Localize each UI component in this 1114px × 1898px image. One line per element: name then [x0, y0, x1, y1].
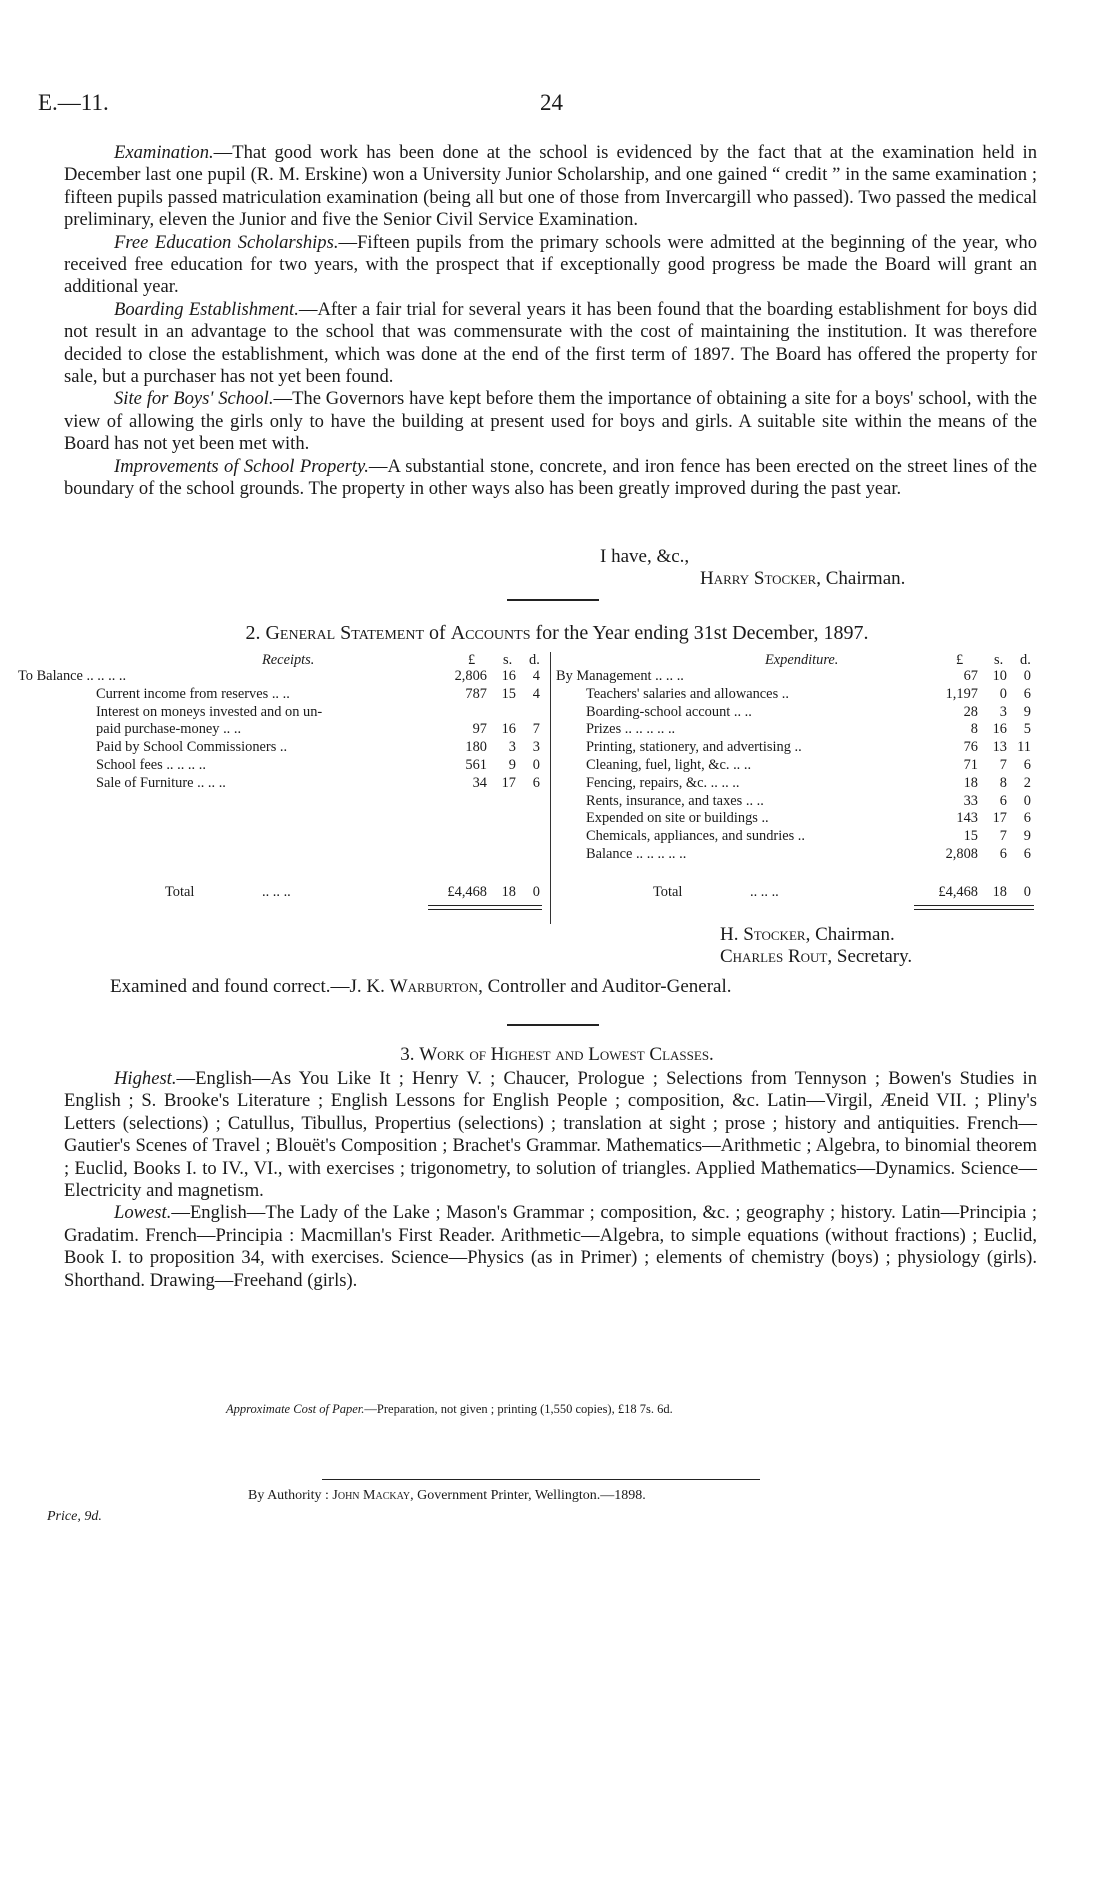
expenditure-total-pence: 0 — [1023, 884, 1031, 900]
receipts-row-shillings: 3 — [508, 739, 516, 756]
receipts-row-pounds: 180 — [465, 739, 487, 756]
receipts-row-shillings: 9 — [508, 757, 516, 773]
receipts-heading: Receipts. — [262, 652, 315, 668]
total-rule — [914, 905, 1034, 906]
expenditure-row-shillings: 0 — [999, 685, 1007, 702]
expenditure-row-pence: 5 — [1023, 721, 1031, 738]
expenditure-row-pounds: 67 — [963, 668, 978, 684]
authority-text: , Government Printer, Wellington.—1898. — [410, 1488, 646, 1503]
title-part: of — [424, 622, 451, 644]
receipts-row-label: To Balance .. .. .. .. — [18, 668, 127, 684]
receipts-row-pence: 3 — [532, 739, 540, 756]
expenditure-row-pence: 0 — [1023, 668, 1031, 684]
signer-role: , Chairman. — [805, 924, 895, 945]
work-body — [64, 1068, 1037, 1292]
receipts-row-shillings: 17 — [501, 774, 516, 791]
report-reference: E.—11. — [38, 90, 109, 115]
expenditure-row-pounds: 71 — [963, 757, 978, 773]
signature-role: , Chairman. — [816, 568, 906, 589]
receipts-row-shillings: 15 — [501, 685, 516, 702]
section-divider — [507, 1024, 599, 1026]
statement-signature-chairman — [720, 924, 895, 946]
receipts-row-label: Interest on moneys invested and on un- — [96, 703, 323, 720]
expenditure-row-label: Prizes .. .. .. .. .. — [586, 721, 676, 738]
receipts-row-pence: 4 — [532, 685, 540, 702]
expenditure-row-pence: 9 — [1023, 828, 1031, 845]
receipts-row-pounds: 34 — [472, 774, 487, 791]
receipts-total-shillings: 18 — [501, 884, 516, 900]
expenditure-total-dots: .. .. .. — [750, 884, 779, 900]
receipts-row-pence: 4 — [532, 668, 540, 684]
paragraph-label: Lowest. — [114, 1202, 172, 1224]
total-rule — [428, 909, 542, 910]
expenditure-row-shillings: 8 — [999, 774, 1007, 791]
expenditure-row-shillings: 16 — [992, 721, 1007, 738]
title-part: 2. — [245, 622, 266, 644]
paragraph-label: Highest. — [114, 1068, 177, 1089]
expenditure-row-pence: 6 — [1023, 846, 1031, 862]
expenditure-row-pence: 6 — [1023, 685, 1031, 702]
receipts-row-label: School fees .. .. .. .. — [96, 757, 206, 773]
authority-name: John Mackay — [332, 1488, 411, 1503]
receipts-col-shillings: s. — [503, 652, 513, 668]
paragraph-lowest — [64, 1202, 1037, 1292]
expenditure-row-shillings: 6 — [999, 846, 1007, 862]
receipts-col-pence: d. — [529, 652, 540, 668]
price-label: Price, 9d. — [47, 1509, 102, 1524]
auditor-text: Examined and found correct.—J. K. — [110, 976, 390, 997]
receipts-col-pounds: £ — [468, 652, 476, 668]
authority-line — [248, 1488, 646, 1504]
authority-text: By Authority : — [248, 1488, 333, 1503]
expenditure-row-label: By Management .. .. .. — [556, 668, 684, 684]
closing-line: I have, &c., — [600, 546, 690, 567]
expenditure-row-shillings: 6 — [999, 792, 1007, 809]
expenditure-row-label: Rents, insurance, and taxes .. .. — [586, 792, 764, 809]
receipts-row-pounds: 787 — [465, 685, 487, 702]
receipts-total-dots: .. .. .. — [262, 884, 291, 900]
expenditure-col-shillings: s. — [994, 652, 1004, 668]
title-part: Accounts — [450, 622, 531, 644]
auditor-line — [110, 976, 732, 998]
expenditure-col-pounds: £ — [956, 652, 964, 668]
paragraph-label: Improvements of School Property. — [114, 455, 369, 477]
expenditure-row-label: Boarding-school account .. .. — [586, 703, 752, 720]
receipts-row-label: Paid by School Commissioners .. — [96, 739, 288, 756]
receipts-total-pounds: £4,468 — [447, 884, 487, 900]
expenditure-total-shillings: 18 — [992, 884, 1007, 900]
title-part: Work of Highest and Lowest Classes. — [419, 1044, 714, 1065]
expenditure-row-label: Printing, stationery, and advertising .. — [586, 739, 802, 756]
expenditure-row-shillings: 7 — [999, 828, 1007, 845]
receipts-row-pence: 0 — [532, 757, 540, 773]
expenditure-total-label: Total — [653, 884, 683, 900]
cost-text: —Preparation, not given ; printing (1,550 copies), £18 7s. 6d. — [364, 1402, 673, 1416]
paragraph-text: —A substantial stone, concrete, and iron fence has been erected on the street lines of the boundary of the school grounds. The property in other ways also has been greatly improved during the past year. — [64, 455, 1038, 500]
paragraph-text: —English—As You Like It ; Henry V. ; Chaucer, Prologue ; Selections from Tennyson ; Bowen's Studies in English ; S. Brooke's Literature ; English Lessons for English People ; composition, &c. Latin—Virgil, Æneid VII. ; Pliny's Letters (selections) ; Catullus, Tibullus, Propertius (selections) ; translation at sight ; prose ; history and antiquities. French—Gautier's Scenes of Travel ; Blouët's Composition ; Brachet's Grammar. Mathematics—Arithmetic ; Algebra, to binomial theorem ; Euclid, Books I. to IV., VI., with exercises ; trigonometry, to solution of triangles. Applied Mathematics—Dynamics. Science—Electricity and magnetism. — [64, 1068, 1037, 1202]
expenditure-row-pounds: 33 — [963, 792, 978, 809]
expenditure-row-pence: 2 — [1023, 774, 1031, 791]
expenditure-row-pence: 0 — [1023, 792, 1031, 809]
expenditure-row-label: Balance .. .. .. .. .. — [586, 846, 687, 862]
paragraph-label: Free Education Scholarships. — [114, 231, 339, 253]
expenditure-row-pounds: 8 — [970, 721, 978, 738]
paragraph-label: Site for Boys' School. — [114, 388, 274, 410]
total-rule — [914, 909, 1034, 910]
receipts-row-pounds: 561 — [465, 757, 487, 773]
receipts-row-label: paid purchase-money .. .. — [96, 721, 242, 738]
expenditure-col-pence: d. — [1020, 652, 1031, 668]
expenditure-row-pence: 9 — [1023, 703, 1031, 720]
auditor-text: , Controller and Auditor-General. — [478, 976, 732, 997]
expenditure-row-pounds: 18 — [963, 774, 978, 791]
cost-note — [226, 1402, 673, 1417]
expenditure-row-label: Expended on site or buildings .. — [586, 810, 769, 827]
receipts-row-pence: 6 — [532, 774, 540, 791]
expenditure-row-shillings: 7 — [999, 757, 1007, 773]
paragraph-text: —The Governors have kept before them the importance of obtaining a site for a boys' school, with the view of allowing the girls only to have the building at present used for boys and girls. A suitable site within the means of the Board has not yet been met with. — [64, 388, 1037, 455]
paragraph-text: —After a fair trial for several years it has been found that the boarding establishment for boys did not result in an advantage to the school that was commensurate with the cost of maintaining the institution. It was therefore decided to close the establishment, which was done at the end of the first term of 1897. The Board has offered the property for sale, but a purchaser has not yet been found. — [64, 298, 1037, 388]
footer-rule — [322, 1479, 760, 1480]
expenditure-row-pence: 11 — [1017, 739, 1031, 756]
column-divider — [550, 652, 551, 924]
expenditure-row-pounds: 1,197 — [945, 685, 978, 702]
receipts-row-shillings: 16 — [501, 668, 516, 684]
signature-name: Harry Stocker — [700, 568, 817, 589]
title-part: 3. — [400, 1044, 420, 1065]
expenditure-row-pence: 6 — [1023, 810, 1031, 827]
page-number: 24 — [540, 90, 563, 115]
statement-signature-secretary — [720, 946, 912, 968]
receipts-total-pence: 0 — [532, 884, 540, 900]
total-rule — [428, 905, 542, 906]
expenditure-row-shillings: 3 — [999, 703, 1007, 720]
receipts-total-label: Total — [165, 884, 195, 900]
receipts-row-pence: 7 — [532, 721, 540, 738]
expenditure-row-pence: 6 — [1023, 757, 1031, 773]
paragraph-text: —That good work has been done at the school is evidenced by the fact that at the examination held in December last one pupil (R. M. Erskine) won a University Junior Scholarship, and one gained “ credit ” in the same examination ; fifteen pupils passed matriculation examination (being all but one of those from Invercargill who passed). Two passed the medical preliminary, eleven the Junior and five the Senior Civil Service Examination. — [64, 142, 1037, 231]
expenditure-row-label: Teachers' salaries and allowances .. — [586, 685, 789, 702]
expenditure-row-pounds: 15 — [963, 828, 978, 845]
expenditure-row-label: Fencing, repairs, &c. .. .. .. — [586, 774, 740, 791]
signer-name: Charles Rout — [720, 946, 828, 967]
receipts-row-pounds: 2,806 — [454, 668, 487, 684]
signer-role: , Secretary. — [827, 946, 913, 967]
expenditure-row-label: Cleaning, fuel, light, &c. .. .. — [586, 757, 752, 773]
cost-label: Approximate Cost of Paper. — [226, 1402, 365, 1416]
expenditure-row-shillings: 10 — [992, 668, 1007, 684]
work-title — [0, 1044, 1114, 1066]
title-part: for the Year ending 31st December, 1897. — [530, 622, 869, 644]
paragraph-highest — [64, 1068, 1037, 1202]
expenditure-row-pounds: 28 — [963, 703, 978, 720]
signer-name: H. Stocker — [720, 924, 806, 945]
auditor-name: Warburton — [389, 976, 479, 997]
paragraph-text: —English—The Lady of the Lake ; Mason's Grammar ; composition, &c. ; geography ; history. Latin—Principia ; Gradatim. French—Principia : Macmillan's First Reader. Arithmetic—Algebra, to simple equations (without fractions) ; Euclid, Book I. to proposition 34, with exercises. Science—Physics (as in Primer) ; elements of chemistry (boys) ; physiology (girls). Shorthand. Drawing—Freehand (girls). — [64, 1202, 1037, 1291]
expenditure-row-pounds: 143 — [956, 810, 978, 827]
paragraph-label: Examination. — [114, 142, 214, 163]
expenditure-row-pounds: 76 — [963, 739, 978, 756]
receipts-row-shillings: 16 — [501, 721, 516, 738]
expenditure-row-label: Chemicals, appliances, and sundries .. — [586, 828, 806, 845]
expenditure-total-pounds: £4,468 — [938, 884, 978, 900]
paragraph-label: Boarding Establishment. — [114, 298, 299, 320]
expenditure-row-shillings: 13 — [992, 739, 1007, 756]
expenditure-row-pounds: 2,808 — [945, 846, 978, 862]
expenditure-row-shillings: 17 — [992, 810, 1007, 827]
receipts-row-label: Current income from reserves .. .. — [96, 685, 290, 702]
receipts-row-label: Sale of Furniture .. .. .. — [96, 774, 226, 791]
title-part: General Statement — [265, 622, 425, 644]
expenditure-heading: Expenditure. — [765, 652, 839, 668]
receipts-row-pounds: 97 — [472, 721, 487, 738]
paragraph-text: —Fifteen pupils from the primary schools were admitted at the beginning of the year, who received free education for two years, with the prospect that if exceptionally good progress be made the Board will grant an additional year. — [64, 231, 1037, 298]
